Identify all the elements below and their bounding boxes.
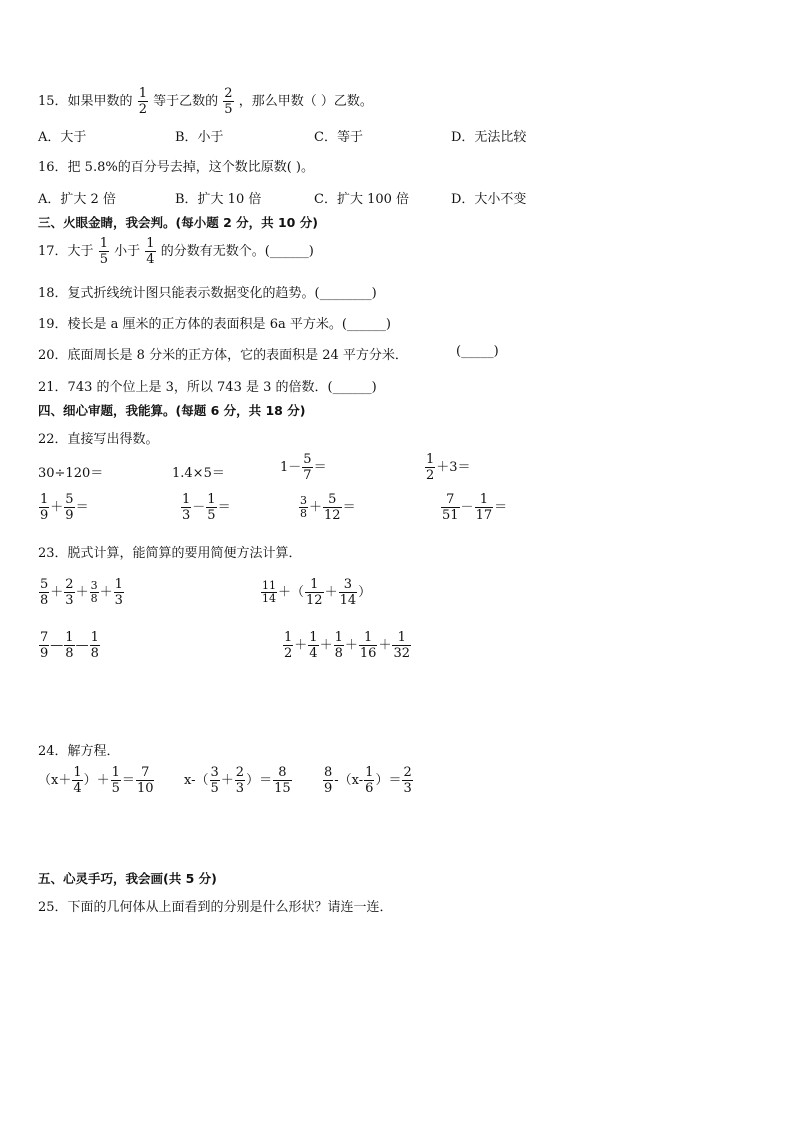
calc-item: 30÷120＝ <box>38 466 104 481</box>
calc-expression: $\frac{5}{8}$ ＋ $\frac{2}{3}$ ＋ $\frac{3}{8}$ ＋ $\frac{1}{3}$ <box>40 577 123 608</box>
option-b: B．小于 <box>175 130 224 145</box>
section-heading-4: 四、细心审题，我能算。(每题 6 分，共 18 分) <box>38 403 306 418</box>
question-24-title: 24．解方程． <box>38 744 120 759</box>
fraction: $\frac{1}{5}$ <box>99 236 108 267</box>
option-b: B．扩大 10 倍 <box>175 192 262 207</box>
equation: $\frac{8}{9}$ -（x- $\frac{1}{6}$ ）＝ $\frac{2}{3}$ <box>324 765 412 796</box>
fraction: $\frac{1}{2}$ <box>138 86 147 117</box>
calc-item: 1.4×5＝ <box>172 466 225 481</box>
question-23-title: 23．脱式计算，能简算的要用简便方法计算． <box>38 546 302 561</box>
calc-expression: $\frac{1}{2}$ ＋ $\frac{1}{4}$ ＋ $\frac{1}{8}$ ＋ $\frac{1}{16}$ ＋ $\frac{1}{32}$ <box>284 630 410 661</box>
question-16: 16．把 5.8%的百分号去掉，这个数比原数( )。 <box>38 160 314 175</box>
option-a: A．大于 <box>38 130 87 145</box>
equation: x-（ $\frac{3}{5}$ ＋ $\frac{2}{3}$ ）＝ $\frac{8}{15}$ <box>184 765 291 796</box>
question-19: 19．棱长是 a 厘米的正方体的表面积是 6a 平方米。(______) <box>38 317 391 332</box>
question-18: 18．复式折线统计图只能表示数据变化的趋势。(________) <box>38 286 377 301</box>
calc-item: $\frac{3}{8}$ ＋ $\frac{5}{12}$ ＝ <box>300 492 356 523</box>
section-heading-3: 三、火眼金睛，我会判。(每小题 2 分，共 10 分) <box>38 215 318 230</box>
equation: （x＋ $\frac{1}{4}$ ）＋ $\frac{1}{5}$ ＝ $\frac{7}{10}$ <box>38 765 154 796</box>
calc-item: $\frac{1}{9}$ ＋ $\frac{5}{9}$ ＝ <box>40 492 89 523</box>
fraction: $\frac{1}{4}$ <box>146 236 155 267</box>
calc-item: $\frac{7}{51}$ － $\frac{1}{17}$ ＝ <box>442 492 508 523</box>
section-heading-5: 五、心灵手巧，我会画(共 5 分) <box>38 871 217 886</box>
calc-expression: $\frac{7}{9}$ — $\frac{1}{8}$ — $\frac{1}{8}$ <box>40 630 99 661</box>
question-25: 25．下面的几何体从上面看到的分别是什么形状？请连一连． <box>38 900 393 915</box>
option-c: C．扩大 100 倍 <box>314 192 410 207</box>
answer-blank[interactable]: (_____) <box>456 344 499 359</box>
option-d: D．无法比较 <box>451 130 527 145</box>
fraction: $\frac{2}{5}$ <box>224 86 233 117</box>
option-a: A．扩大 2 倍 <box>38 192 116 207</box>
question-17: 17．大于 $\frac{1}{5}$ 小于 $\frac{1}{4}$ 的分数有无数个。(______) <box>38 236 314 267</box>
calc-item: $\frac{1}{2}$ ＋3＝ <box>426 452 471 483</box>
calc-item: $\frac{1}{3}$ － $\frac{1}{5}$ ＝ <box>182 492 231 523</box>
question-20: 20．底面周长是 8 分米的正方体，它的表面积是 24 平方分米． <box>38 348 408 363</box>
calc-item: 1－ $\frac{5}{7}$ ＝ <box>280 452 327 483</box>
question-21: 21．743 的个位上是 3，所以 743 是 3 的倍数．(______) <box>38 380 377 395</box>
option-c: C．等于 <box>314 130 363 145</box>
calc-expression: $\frac{11}{14}$ ＋（ $\frac{1}{12}$ ＋ $\frac{3}{14}$ ） <box>262 577 372 608</box>
question-22-title: 22．直接写出得数。 <box>38 432 159 447</box>
question-15: 15．如果甲数的 $\frac{1}{2}$ 等于乙数的 $\frac{2}{5}$ ，那么甲数（ ）乙数。 <box>38 86 373 117</box>
option-d: D．大小不变 <box>451 192 527 207</box>
